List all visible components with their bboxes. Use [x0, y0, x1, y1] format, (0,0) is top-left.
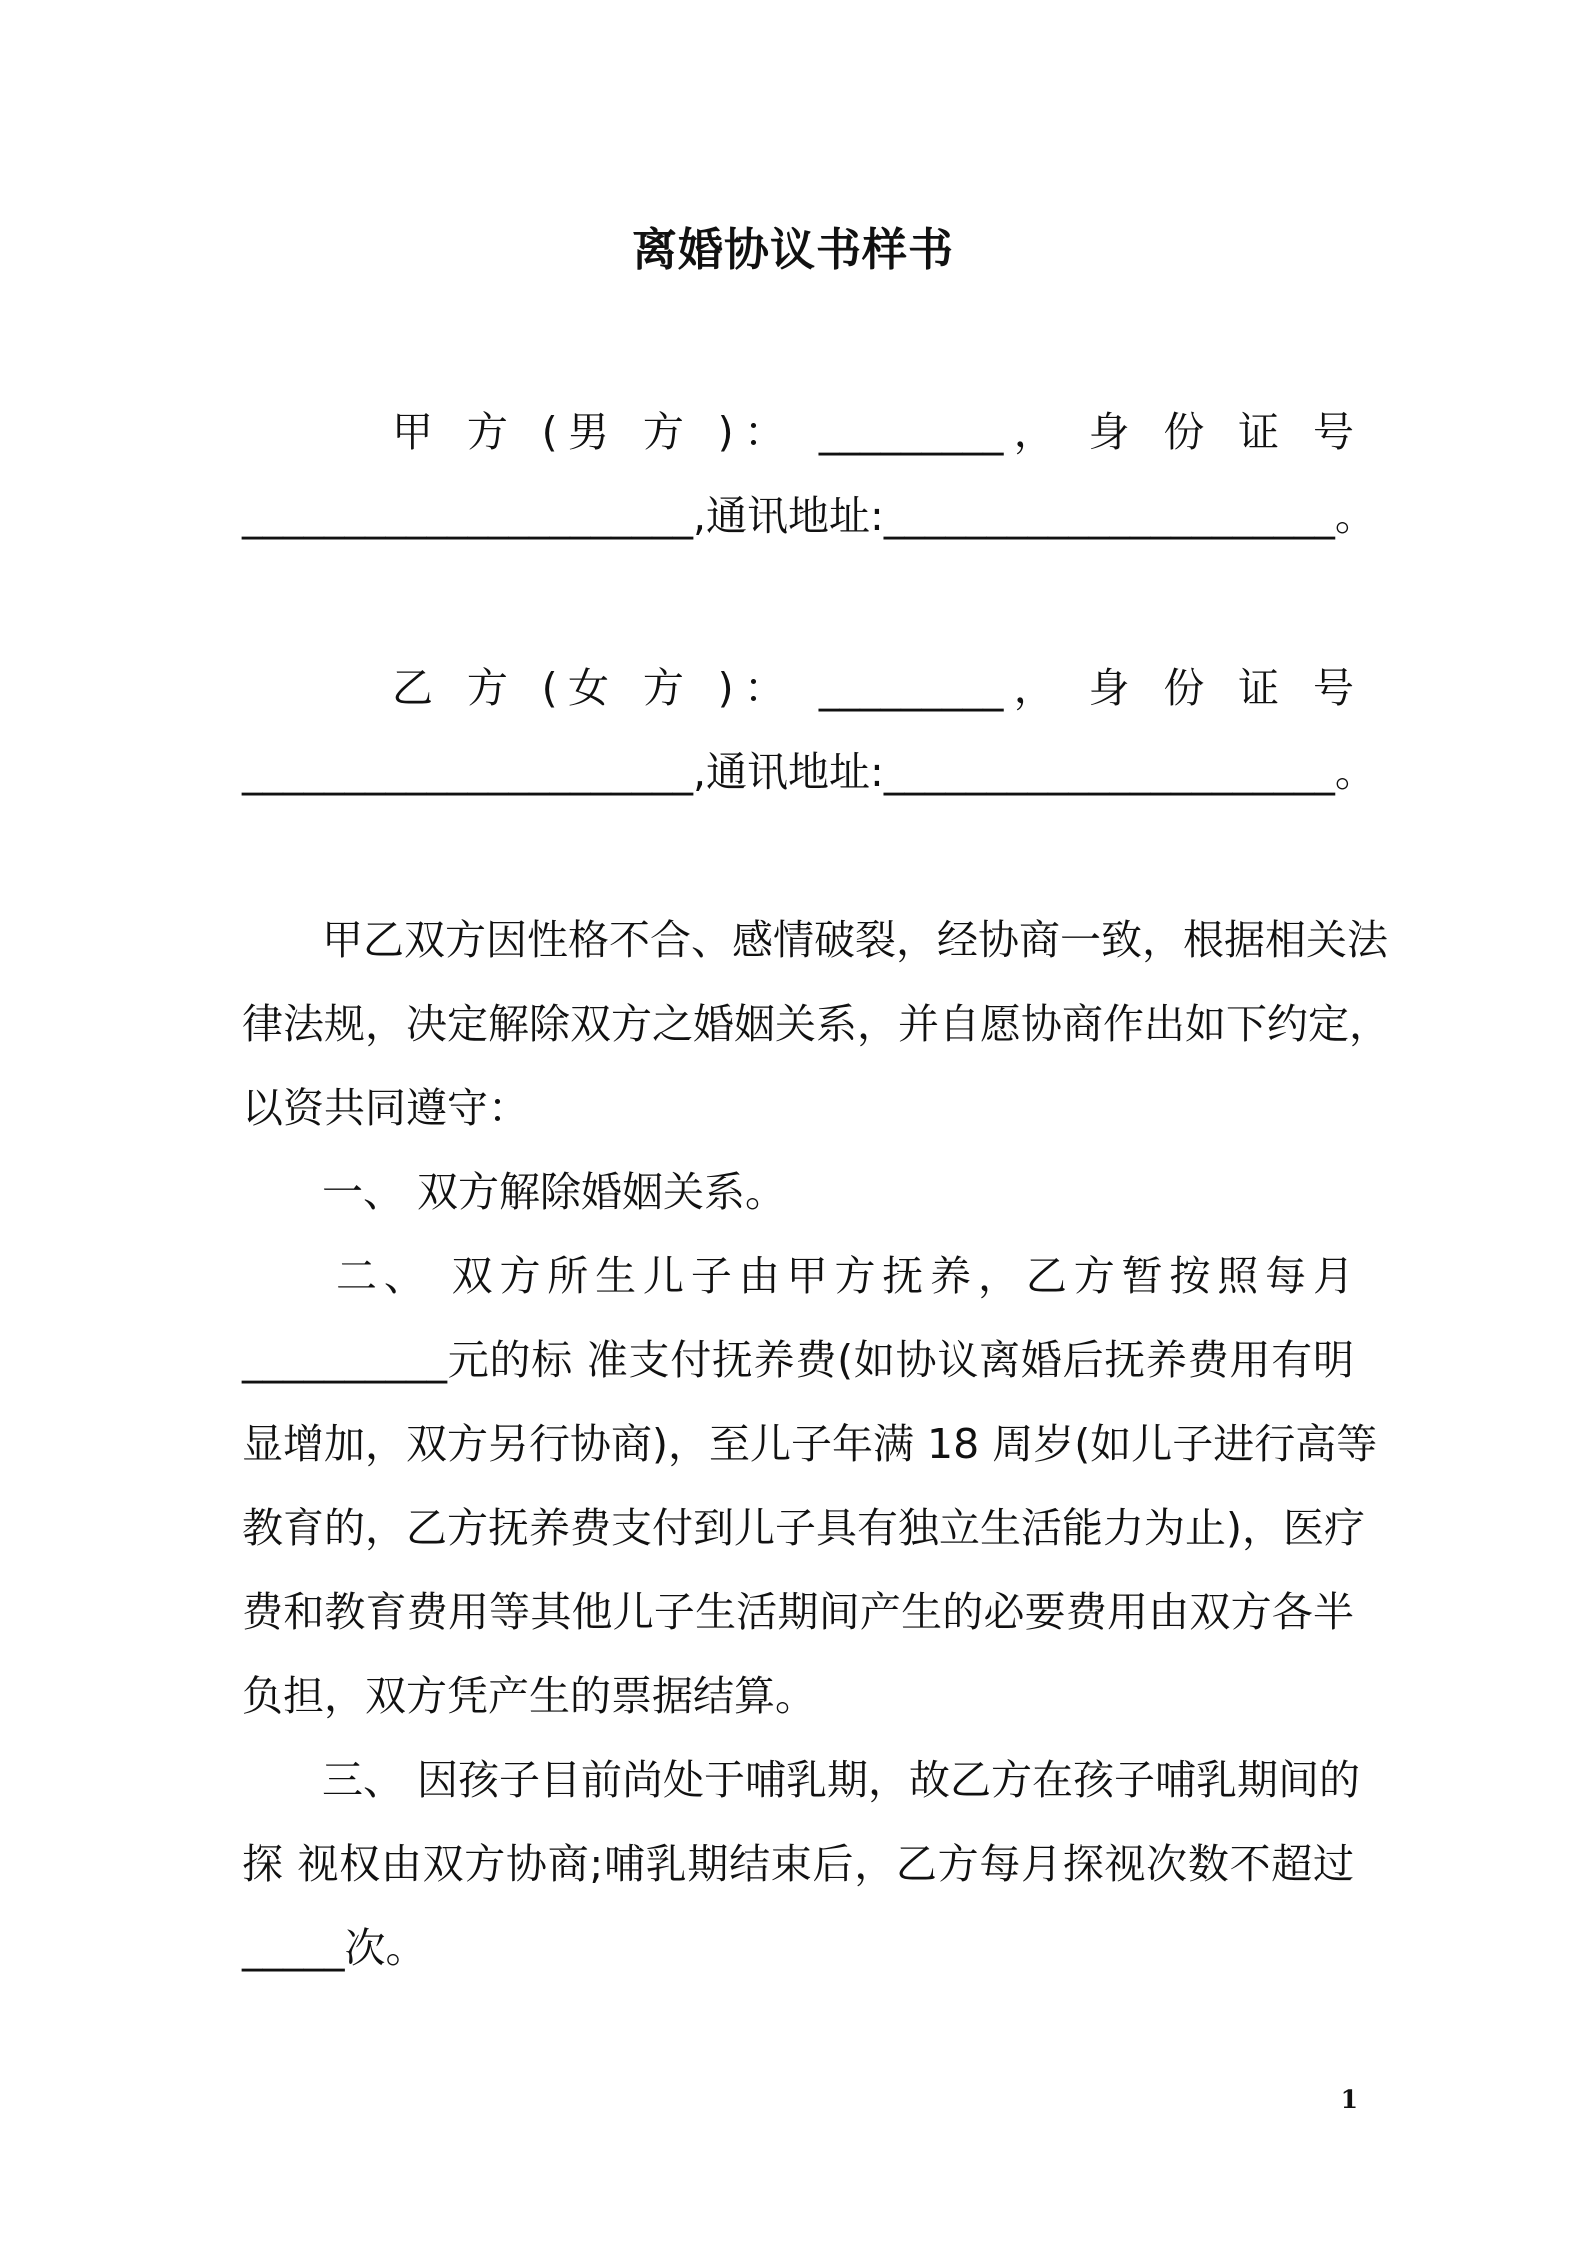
clause-2-line-2: __________元的标 准支付抚养费(如协议离婚后抚养费用有明	[242, 1336, 1354, 1384]
party-b-line-1: 乙 方 (女 方 )： _________， 身 份 证 号	[392, 664, 1354, 712]
preamble-line-2: 律法规，决定解除双方之婚姻关系，并自愿协商作出如下约定，	[242, 1000, 1390, 1048]
party-b-line-2: ______________________,通讯地址:______________________。	[242, 748, 1376, 796]
clause-2-line-1: 二、 双方所生儿子由甲方抚养，乙方暂按照每月	[336, 1252, 1354, 1300]
clause-3-line-2: 探 视权由双方协商;哺乳期结束后，乙方每月探视次数不超过	[242, 1840, 1354, 1888]
preamble-line-1: 甲乙双方因性格不合、感情破裂，经协商一致，根据相关法	[322, 916, 1388, 964]
clause-3-line-3: _____次。	[242, 1924, 427, 1972]
party-a-line-1: 甲 方 (男 方 )： _________， 身 份 证 号	[392, 408, 1354, 456]
clause-2-line-4: 教育的，乙方抚养费支付到儿子具有独立生活能力为止)，医疗	[242, 1504, 1365, 1552]
clause-2-line-3: 显增加，双方另行协商)，至儿子年满 18 周岁(如儿子进行高等	[242, 1420, 1378, 1468]
page-number: 1	[1340, 2085, 1358, 2114]
clause-2-line-5: 费和教育费用等其他儿子生活期间产生的必要费用由双方各半	[242, 1588, 1354, 1636]
document-title: 离婚协议书样书	[631, 223, 954, 276]
clause-2-line-6: 负担，双方凭产生的票据结算。	[242, 1672, 816, 1720]
preamble-line-3: 以资共同遵守：	[242, 1084, 529, 1132]
party-a-line-2: ______________________,通讯地址:______________________。	[242, 492, 1376, 540]
clause-3-line-1: 三、 因孩子目前尚处于哺乳期，故乙方在孩子哺乳期间的	[322, 1756, 1361, 1804]
clause-1-line-1: 一、 双方解除婚姻关系。	[322, 1168, 787, 1216]
